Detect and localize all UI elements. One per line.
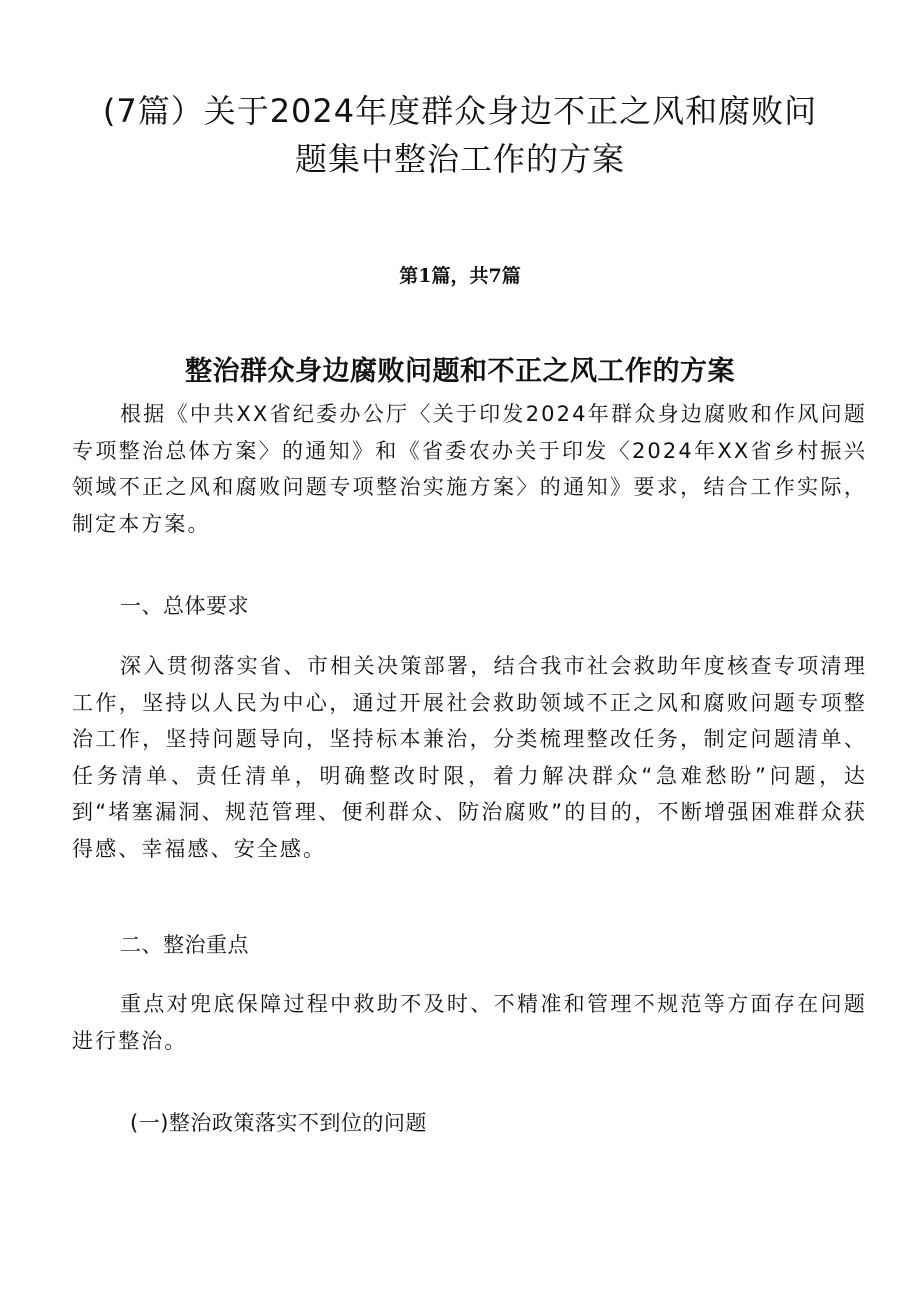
heading-rectification-focus: 二、整治重点 (120, 933, 249, 957)
general-requirements-paragraph: 深入贯彻落实省、市相关决策部署，结合我市社会救助年度核查专项清理工作，坚持以人民为中心，通过开展社会救助领域不正之风和腐败问题专项整治工作，坚持问题导向，坚持标本兼治，分类梳理整改任务，制定问题清单、任务清单、责任清单，明确整改时限，着力解决群众“急难愁盼”问题，达到“堵塞漏洞、规范管理、便利群众、防治腐败”的目的，不断增强困难群众获得感、幸福感、安全感。 (72, 654, 867, 861)
subheading-policy-implementation: (一)整治政策落实不到位的问题 (130, 1111, 427, 1135)
intro-paragraph: 根据《中共XX省纪委办公厅〈关于印发2024年群众身边腐败和作风问题专项整治总体方案〉的通知》和《省委农办关于印发〈2024年XX省乡村振兴领域不正之风和腐败问题专项整治实施方案〉的通知》要求，结合工作实际，制定本方案。 (72, 402, 867, 536)
heading-general-requirements: 一、总体要求 (120, 594, 249, 618)
section-title: 整治群众身边腐败问题和不正之风工作的方案 (185, 356, 735, 388)
rectification-focus-paragraph: 重点对兜底保障过程中救助不及时、不精准和管理不规范等方面存在问题进行整治。 (72, 992, 867, 1053)
document-title-line-1: (7篇）关于2024年度群众身边不正之风和腐败问 (102, 92, 818, 130)
part-indicator: 第1篇，共7篇 (399, 265, 521, 287)
document-title-line-2: 题集中整治工作的方案 (294, 140, 625, 178)
